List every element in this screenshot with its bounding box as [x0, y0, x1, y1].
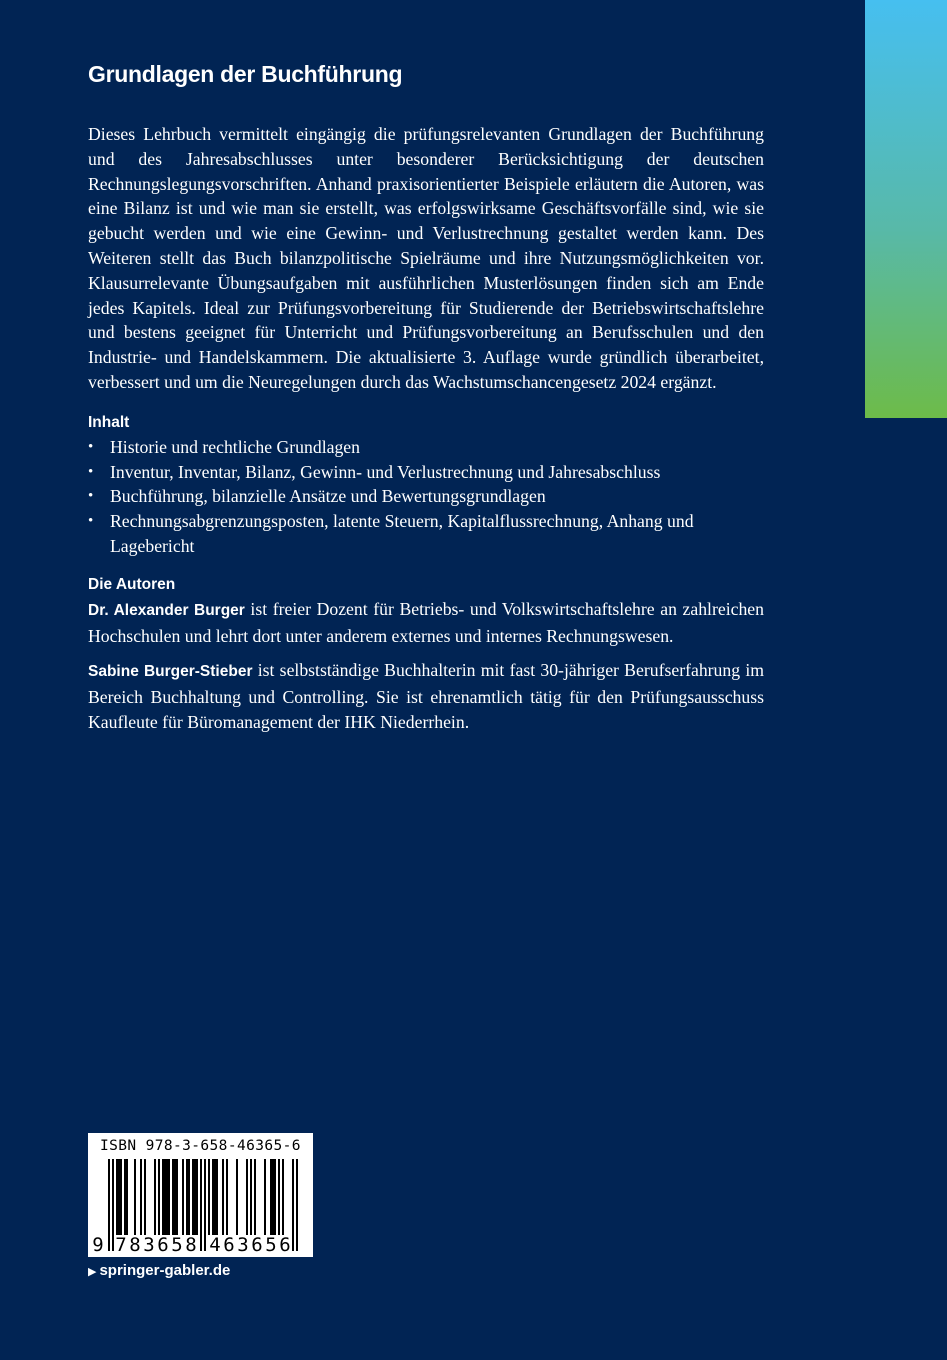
contents-item: [88, 460, 764, 485]
barcode-bar: [192, 1159, 194, 1235]
author-name: Sabine Burger-Stieber: [88, 663, 253, 681]
barcode-bar: [212, 1159, 214, 1235]
barcode-bar: [216, 1159, 218, 1235]
barcode-bar: [278, 1159, 280, 1235]
barcode-bar: [196, 1159, 198, 1235]
barcode-bar: [166, 1159, 168, 1235]
barcode-bar: [134, 1159, 136, 1235]
ean-digit: 5: [265, 1234, 277, 1256]
barcode-bar: [168, 1159, 170, 1235]
author-bio-text: ist selbstständige Buchhalterin mit fast 30-jähriger Berufserfahrung im Bereich Buchhaltung und Controlling. Sie ist ehrenamtlich tätig für den Prüfungsausschuss Kaufleute für Büromanagement der IHK Niederrhein.: [88, 660, 765, 732]
arrow-right-icon: ▶: [88, 1266, 97, 1278]
barcode-bar: [118, 1159, 120, 1235]
book-description: Dieses Lehrbuch vermittelt eingängig die prüfungsrelevanten Grundlagen der Buchführung und des Jahresabschlusses unter besonderer Berücksichtigung der deutschen Rechnungslegungsvorschriften. Anhand praxisorientierter Beispiele erläutern die Autoren, was eine Bilanz ist und wie man sie erstellt, was erfolgswirksame Geschäftsvorfälle sind, wie sie gebucht werden und wie eine Gewinn- und Verlustrechnung gestaltet werden kann. Des Weiteren stellt das Buch bilanzpolitische Spielräume und ihre Nutzungsmöglichkeiten vor. Klausurrelevante Übungsaufgaben mit ausführlichen Musterlösungen finden sich am Ende jedes Kapitels. Ideal zur Prüfungsvorbereitung für Studierende der Betriebswirtschaftslehre und bestens geeignet für Unterricht und Prüfungsvorbereitung an Berufsschulen und den Industrie- und Handelskammern. Die aktualisierte 3. Auflage wurde gründlich überarbeitet, verbessert und um die Neuregelungen durch das Wachstumschancengesetz 2024 ergänzt.: [88, 124, 764, 392]
barcode-bar: [236, 1159, 238, 1235]
barcode-bar: [162, 1159, 164, 1235]
bullet-icon: •: [88, 438, 94, 455]
barcode-bar: [188, 1159, 190, 1235]
barcode-bar: [250, 1159, 252, 1235]
contents-item-text: Buchführung, bilanzielle Ansätze und Bewertungsgrundlagen: [110, 486, 546, 507]
barcode-bar: [176, 1159, 178, 1235]
ean-digit: 4: [209, 1234, 221, 1256]
barcode-bar: [140, 1159, 142, 1235]
isbn-label: ISBN 978-3-658-46365-6: [100, 1138, 301, 1154]
author-bio-text: ist freier Dozent für Betriebs- und Volkswirtschaftslehre an zahlreichen Hochschulen und lehrt dort unter anderem externes und internes Rechnungswesen.: [88, 598, 765, 646]
bullet-icon: •: [88, 463, 94, 480]
barcode-bar: [222, 1159, 224, 1235]
ean-digit: 9: [92, 1234, 104, 1256]
contents-item: [88, 435, 764, 460]
barcode-bar: [194, 1159, 196, 1235]
barcode-bar: [254, 1159, 256, 1235]
barcode-bar: [172, 1159, 174, 1235]
authors-heading: Die Autoren: [88, 575, 176, 593]
contents-item: [88, 509, 764, 559]
barcode-bar: [124, 1159, 126, 1235]
book-title: Grundlagen der Buchführung: [88, 61, 403, 87]
contents-item-text: Inventur, Inventar, Bilanz, Gewinn- und Verlustrechnung und Jahresabschluss: [110, 461, 661, 482]
bullet-icon: •: [88, 488, 94, 505]
barcode-bar: [174, 1159, 176, 1235]
ean-digit: 3: [143, 1234, 155, 1256]
barcode-bar: [126, 1159, 128, 1235]
barcode-bar: [116, 1159, 118, 1235]
author-name: Dr. Alexander Burger: [88, 601, 245, 619]
barcode-bar: [208, 1159, 210, 1235]
contents-item: [88, 484, 764, 509]
ean-digit: 8: [185, 1234, 197, 1256]
ean-digits: [88, 1232, 313, 1256]
author-bio: [88, 658, 764, 734]
ean-digit: 5: [171, 1234, 183, 1256]
contents-heading: Inhalt: [88, 413, 130, 431]
author-bio: [88, 597, 764, 649]
isbn-barcode: [88, 1133, 313, 1257]
barcode-bar: [226, 1159, 228, 1235]
publisher-url: springer-gabler.de: [99, 1262, 231, 1279]
barcode-bar: [270, 1159, 272, 1235]
barcode-bar: [120, 1159, 122, 1235]
ean-digit: 6: [279, 1234, 291, 1256]
barcode-bar: [264, 1159, 266, 1235]
ean-digit: 6: [157, 1234, 169, 1256]
ean-digit: 8: [129, 1234, 141, 1256]
barcode-bar: [164, 1159, 166, 1235]
barcode-bar: [214, 1159, 216, 1235]
barcode-bar: [246, 1159, 248, 1235]
barcode-bar: [158, 1159, 160, 1235]
contents-item-text: Rechnungsabgrenzungsposten, latente Steuern, Kapitalflussrechnung, Anhang und Lagebericht: [110, 511, 694, 556]
bullet-icon: •: [88, 513, 94, 530]
ean-digit: 7: [115, 1234, 127, 1256]
barcode-bar: [272, 1159, 274, 1235]
barcode-bar: [186, 1159, 188, 1235]
ean-digit: 6: [223, 1234, 235, 1256]
barcode-bar: [144, 1159, 146, 1235]
publisher-link[interactable]: [88, 1261, 230, 1282]
back-cover-content: [88, 56, 764, 745]
accent-color-bar: [865, 0, 947, 418]
contents-item-text: Historie und rechtliche Grundlagen: [110, 436, 361, 457]
ean-digit: 3: [237, 1234, 249, 1256]
barcode-bar: [274, 1159, 276, 1235]
contents-list: [88, 435, 764, 559]
barcode-bar: [154, 1159, 156, 1235]
barcode-bar: [182, 1159, 184, 1235]
barcode-bar: [282, 1159, 284, 1235]
ean-digit: 6: [251, 1234, 263, 1256]
